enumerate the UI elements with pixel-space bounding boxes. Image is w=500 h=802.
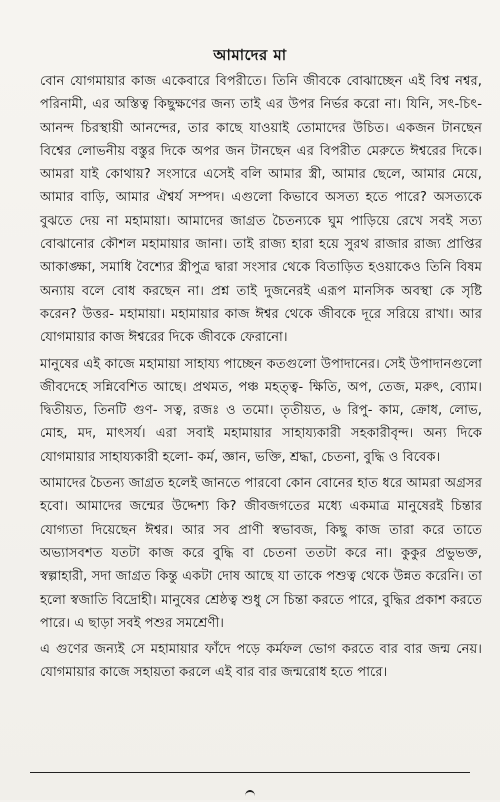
paragraph-1: বোন যোগমায়ার কাজ একেবারে বিপরীতে। তিনি জীবকে বোঝাচ্ছেন এই বিশ্ব নশ্বর, পরিনামী, এর অস্তিত্ব কিছুক্ষণের জন্য তাই এর উপর নির্ভর করো না। যিনি, সৎ-চিৎ-আনন্দ চিরস্থায়ী আনন্দের, তার কাছে যাওয়াই তোমাদের উচিত। একজন টানছেন বিশ্বের লোভনীয় বস্তুর দিকে অপর জন টানছেন এর বিপরীত মেরুতে ঈশ্বরের দিকে। আমরা যাই কোথায়? সংসারে এসেই বলি আমার স্ত্রী, আমার ছেলে, আমার মেয়ে, আমার বাড়ি, আমার ঐশ্বর্য সম্পদ। এগুলো কিভাবে অসত্য হতে পারে? অসত্যকে বুঝতে দেয় না মহামায়া। আমাদের জাগ্রত চৈতন্যকে ঘুম পাড়িয়ে রেখে সবই সত্য বোঝানোর কৌশল মহামায়ার জানা। তাই রাজ্য হারা হয়ে সুরথ রাজার রাজ্য প্রাপ্তির আকাঙ্ক্ষা, সমাধি বৈশ্যের স্ত্রীপুত্র দ্বারা সংসার থেকে বিতাড়িত হওয়াকেও তিনি বিষম অন্যায় বলে বোধ করছেন না। প্রশ্ন তাই দুজনেরই এরূপ মানসিক অবস্থা কে সৃষ্টি করেন? উত্তর- মহামায়া। মহামায়ার কাজ ঈশ্বর থেকে জীবকে দূরে সরিয়ে রাখা। আর যোগমায়ার কাজ ঈশ্বরের দিকে জীবকে ফেরানো। [40, 74, 482, 346]
footer-rule [30, 772, 470, 773]
chapter-title: আমাদের মা [213, 46, 287, 64]
page-number-fragment [245, 790, 255, 802]
paragraph-3: আমাদের চৈতন্য জাগ্রত হলেই জানতে পারবো কোন বোনের হাত ধরে আমরা অগ্রসর হবো। আমাদের জন্মের উদ্দেশ্য কি? জীবজগতের মধ্যে একমাত্র মানুষেরই চিন্তার যোগ্যতা দিয়েছেন ঈশ্বর। আর সব প্রাণী স্বভাবজ, কিছু কাজ তারা করে তাতে অভ্যাসবশত যতটা কাজ করে বুদ্ধি বা চেতনা ততটা করে না। কুকুর প্রভুভক্ত, স্বল্পাহারী, সদা জাগ্রত কিন্তু একটা দোষ আছে যা তাকে পশুত্ব থেকে উন্নত করেনি। তা হলো স্বজাতি বিদ্রোহী। মানুষের শ্রেষ্ঠত্ব শুধু সে চিন্তা করতে পারে, বুদ্ধির প্রকাশ করতে পারে। এ ছাড়া সবই পশুর সমশ্রেণী। [40, 476, 482, 631]
paragraph-4: এ গুণের জন্যই সে মহামায়ার ফাঁদে পড়ে কর্মফল ভোগ করতে বার বার জন্ম নেয়। যোগমায়ার কাজে সহায়তা করলে এই বার বার জন্মরোধ হতে পারে। [40, 642, 482, 681]
body-text [40, 70, 482, 685]
paragraph-2: মানুষের এই কাজে মহামায়া সাহায্য পাচ্ছেন কতগুলো উপাদানের। সেই উপাদানগুলো জীবদেহে সন্নিবেশিত আছে। প্রথমত, পঞ্চ মহত্ত্ব- ক্ষিতি, অপ, তেজ, মরুৎ, ব্যোম। দ্বিতীয়ত, তিনটি গুণ- সত্ব, রজঃ ও তমো। তৃতীয়ত, ৬ রিপু- কাম, ক্রোধ, লোভ, মোহ, মদ, মাৎসর্য। এরা সবাই মহামায়ার সাহায্যকারী সহকারীবৃন্দ। অন্য দিকে যোগমায়ার সাহায্যকারী হলো- কর্ম, জ্ঞান, ভক্তি, শ্রদ্ধা, চেতনা, বুদ্ধি ও বিবেক। [40, 356, 482, 465]
